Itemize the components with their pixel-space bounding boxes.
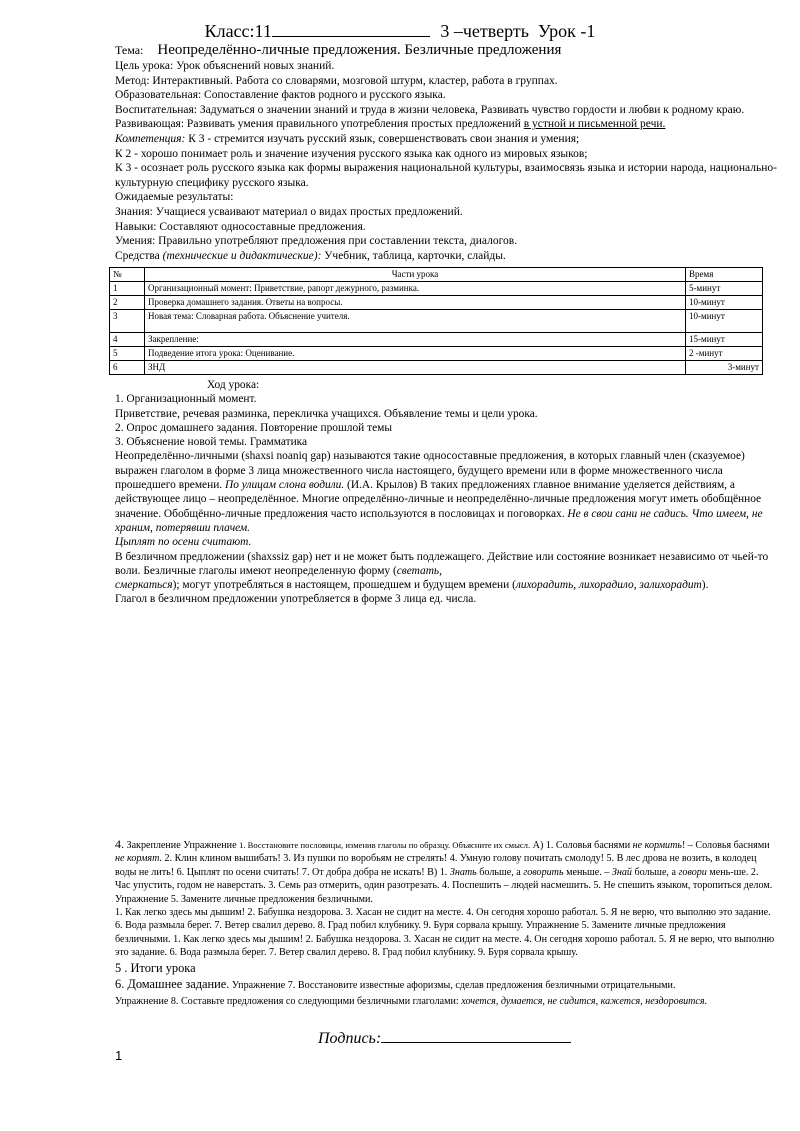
table-row [110, 282, 763, 296]
competence-k3: К 3 - стремится изучать русский язык, совершенствовать свои знания и умения; [185, 132, 580, 145]
course-title: Ход урока: [207, 379, 260, 391]
text-run: 1. Восстановите пословицы, изменив глаголы по образцу. Объясните их смысл. [239, 840, 531, 850]
row-part: Подведение итога урока: Оценивание. [145, 347, 686, 361]
text-run: В безличном предложении (shaxssiz gap) нет и не может быть подлежащего. Действие или состояние возникает независимо от чьей-то воли. Безличные глаголы имеют неопределенную форму ( [115, 550, 769, 577]
example-italic: не кормят. [115, 853, 163, 865]
exercise-5-heading: Упражнение 5. Замените личные предложения безличными. [115, 893, 373, 905]
example-italic: говорить [523, 866, 564, 878]
row-number: 4 [110, 333, 145, 347]
example-italic: лихорадить, лихорадило, залихорадит [515, 579, 702, 592]
row-part: Организационный момент: Приветствие, рапорт дежурного, разминка. [145, 282, 686, 296]
step-1-text: Приветствие, речевая разминка, перекличка учащихся. Объявление темы и цели урока. [115, 407, 538, 420]
step-3-heading: 3. Объяснение новой темы. Грамматика [115, 436, 308, 449]
grade-blank-line [272, 20, 430, 37]
example-italic: хочется, думается, не сидится, кажется, нездоровится. [461, 996, 708, 1008]
header-number: № [110, 268, 145, 282]
topic-label: Тема: [115, 43, 144, 57]
lesson-header [0, 20, 800, 42]
abilities-line: Умения: Правильно употребляют предложения при составлении текста, диалогов. [115, 235, 518, 248]
homework-line [115, 976, 775, 992]
step-2-heading: 2. Опрос домашнего задания. Повторение прошлой темы [115, 421, 392, 434]
row-part: ЗНД [145, 361, 686, 375]
text-run: Неопределённо-личными (shaxsi noaniq gap) называются такие односоставные предложения, в которых главный член (сказуемое) выражен глаголом в форме 3 лица множественного числа настоящего, будущего времени или в форме множественного числа прошедшего времени. [115, 450, 745, 492]
row-time: 15-минут [686, 333, 763, 347]
upbring-line: Воспитательная: Задуматься о значении знаний и труда в жизни человека, Развивать чувство гордости и любви к родному краю. [115, 103, 745, 116]
lesson-label: Урок -1 [538, 21, 596, 41]
grade-label: Класс:11 [204, 21, 272, 41]
text-run: ); могут употребляться в настоящем, прошедшем и будущем времени ( [172, 579, 516, 592]
develop-underlined: в устной и письменной речи. [523, 118, 666, 131]
expected-results: Ожидаемые результаты: [115, 191, 234, 204]
text-run: Упражнение 7. Восстановите известные афоризмы, сделав предложения безличными отрицательными. [229, 979, 676, 991]
develop-text: Развивающая: Развивать умения правильного употребления простых предложений [115, 118, 524, 131]
step-5-heading: 5 . Итоги урока [115, 960, 196, 975]
signature-label: Подпись: [318, 1030, 382, 1047]
header-parts: Части урока [145, 268, 686, 282]
grammar-example [115, 535, 770, 549]
exercise-8 [115, 995, 775, 1008]
example-italic: Цыплят по осени считают. [115, 536, 252, 549]
example-italic: светать, [396, 564, 442, 577]
means-line [115, 249, 785, 264]
text-run: больше, а [476, 866, 524, 878]
lesson-meta [115, 59, 785, 263]
row-number: 1 [110, 282, 145, 296]
header-time: Время [686, 268, 763, 282]
k2-line: К 2 - хорошо понимает роль и значение изучения русского языка как одного из мировых языков; [115, 147, 588, 160]
exercise-5-text: 1. Как легко здесь мы дышим! 2. Бабушка нездорова. 3. Хасан не сидит на месте. 4. Он сегодня хорошо работал. 5. Я не верю, что выполню это задание. 6. Вода размыла берег. 7. Ветер свалил дерево. 8. Град побил клубнику. 9. Буря сорвала крышу. Упражнение 5. Замените личные предложения безличными. 1. Как легко здесь мы дышим! 2. Бабушка нездорова. 3. Хасан не сидит на месте. 4. Он сегодня хорошо работал. 5. Я не верю, что выполню это задание. 6. Вода размыла берег. 7. Ветер свалил дерево. 8. Град побил клубнику. 9. Буря сорвала крышу. [115, 907, 775, 959]
example-italic: говори [678, 866, 707, 878]
signature-line [318, 1028, 571, 1048]
row-time: 2 -минут [686, 347, 763, 361]
topic-title: Неопределённо-личные предложения. Безличные предложения [157, 42, 562, 58]
text-run: Упражнение 8. Составьте предложения со следующими безличными глаголами: [115, 996, 462, 1008]
text-run: мень-ше. 2. Час упустить, годом не наверстать. 3. Семь раз отмерить, один разотрезать. 4. Поспешить – людей насмешить. 5. Не спешить языком, торопиться делом. [115, 866, 773, 892]
example-italic: Не в свои сани не садись. Что имеем, не храним, потерявши плачем. [115, 507, 763, 534]
table-row [110, 333, 763, 347]
text-run: А) 1. Соловья баснями [530, 840, 633, 851]
topic-line [115, 42, 561, 59]
exercise-4 [115, 838, 775, 893]
text-run: ! – Соловья баснями [681, 840, 770, 851]
homework-heading: 6. Домашнее задание. [115, 976, 230, 991]
goal-line: Цель урока: Урок объяснений новых знаний. [115, 60, 335, 72]
lesson-plan-table [109, 267, 763, 375]
grammar-paragraph-2 [115, 550, 770, 593]
k3-line: К 3 - осознает роль русского языка как формы выражения национальной культуры, взаимосвязь языка и истории народа, национально-культурную специфику русского языка. [115, 162, 777, 189]
signature-blank [381, 1028, 571, 1043]
step-number: 4. [115, 837, 124, 851]
method-line: Метод: Интерактивный. Работа со словарями, мозговой штурм, кластер, работа в группах. [115, 74, 558, 87]
table-row [110, 347, 763, 361]
page-number: 1 [115, 1048, 123, 1063]
row-time: 10-минут [686, 296, 763, 310]
text-run: (И.А. Крылов) В таких предложениях главное внимание уделяется действиям, а действующее лицо – неопределённое. Многие определённо-личные и неопределённо-личные предложения могут иметь обобщённое значение. Обобщённо-личные предложения часто используются в пословицах и поговорках. [115, 479, 762, 520]
row-part: Проверка домашнего задания. Ответы на вопросы. [145, 296, 686, 310]
edu-line: Образовательная: Сопоставление фактов родного и русского языка. [115, 89, 446, 102]
grammar-paragraph-3: Глагол в безличном предложении употребляется в форме 3 лица ед. числа. [115, 593, 477, 606]
row-part: Новая тема: Словарная работа. Объяснение учителя. [145, 310, 686, 333]
table-row [110, 296, 763, 310]
example-italic: Знать [449, 866, 477, 878]
quarter-label: 3 –четверть [440, 21, 530, 41]
lesson-course [115, 378, 770, 607]
row-number: 5 [110, 347, 145, 361]
example-italic: По улицам слона водили. [225, 479, 345, 492]
row-part: Закрепление: [145, 333, 686, 347]
means-italic: (технические и дидактические): [162, 249, 322, 262]
text-run: ). [701, 579, 709, 592]
example-italic: смеркаться [115, 579, 173, 592]
means-label: Средства [115, 249, 163, 262]
row-time: 10-минут [686, 310, 763, 333]
step-1-heading: 1. Организационный момент. [115, 393, 257, 406]
competence-label: Компетенция: [115, 132, 186, 145]
competence-line [115, 132, 785, 147]
text-run: меньше. – [563, 866, 612, 878]
row-number: 6 [110, 361, 145, 375]
exercises-section [115, 838, 775, 1008]
table-row [110, 310, 763, 333]
example-italic: не кормить [632, 840, 682, 851]
text-run: больше, а [631, 866, 679, 878]
example-italic: Знай [611, 866, 632, 878]
row-time: 5-минут [686, 282, 763, 296]
row-number: 3 [110, 310, 145, 333]
table-row [110, 361, 763, 375]
develop-line [115, 117, 785, 132]
row-number: 2 [110, 296, 145, 310]
means-text: Учебник, таблица, карточки, слайды. [321, 249, 506, 262]
text-run: 2. Клин клином вышибать! 3. Из пушки по воробьям не стрелять! 4. Умную голову почитать смолоду! 5. В лес дрова не возить, в колодец воды не лить! 6. Цыплят по осени считать! 7. От добра добра не искать! В) 1. [115, 853, 757, 878]
knowledge-line: Знания: Учащиеся усваивают материал о видах простых предложений. [115, 205, 463, 218]
table-header-row [110, 268, 763, 282]
text-run: Закрепление Упражнение [124, 840, 240, 851]
row-time: 3-минут [686, 361, 763, 375]
skills-line: Навыки: Составляют односоставные предложения. [115, 220, 366, 233]
grammar-paragraph-1 [115, 449, 770, 535]
